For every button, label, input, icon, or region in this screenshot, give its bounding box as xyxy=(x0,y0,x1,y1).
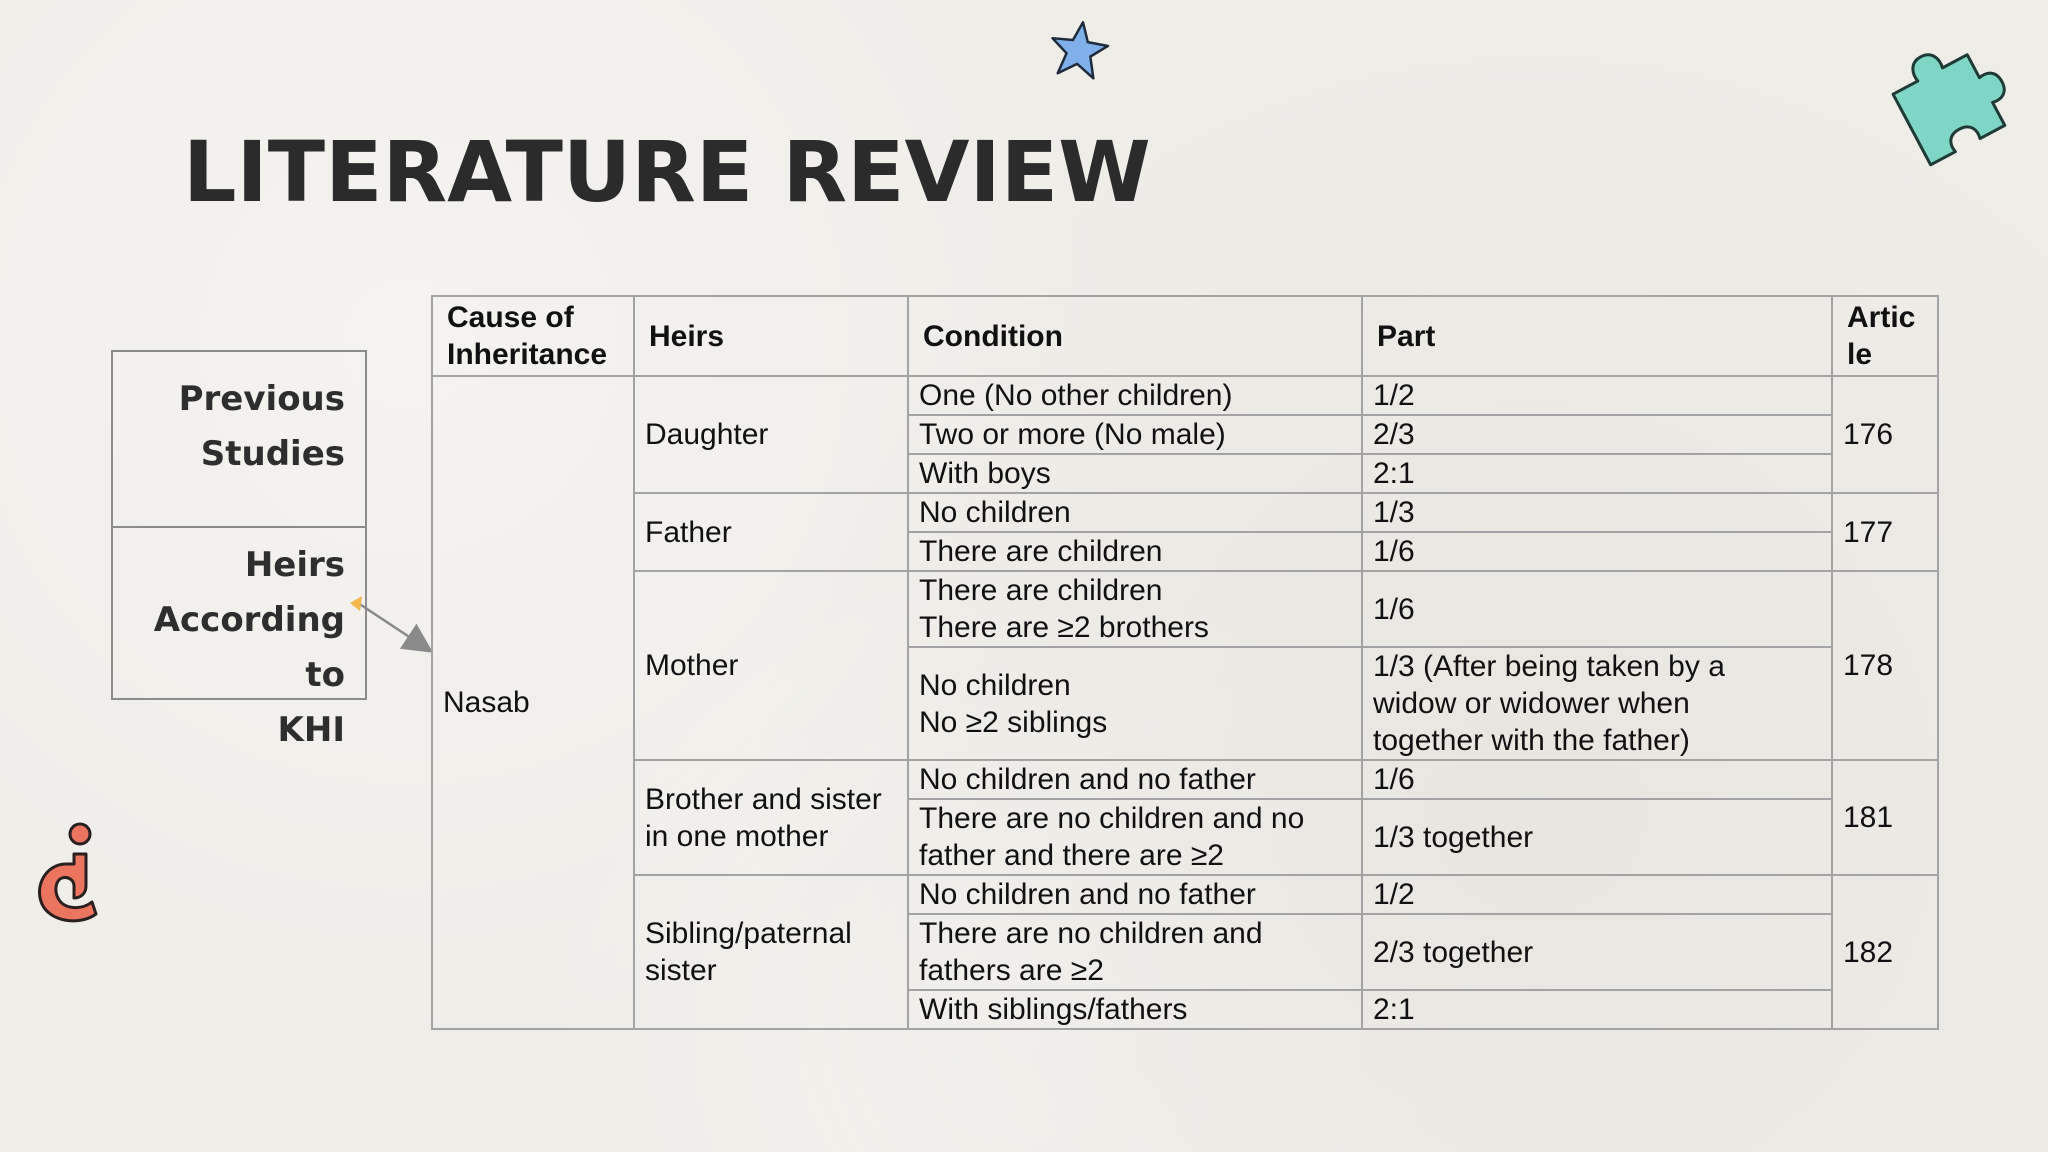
cell-part xyxy=(1362,914,1832,990)
cell-text-line: No children and no father xyxy=(919,763,1256,796)
cell-text-line: 1/3 xyxy=(1373,496,1415,529)
cell-text-line: There are ≥2 brothers xyxy=(919,611,1209,644)
cell-heir xyxy=(634,376,908,493)
table-body xyxy=(432,376,1938,1029)
cell-condition xyxy=(908,875,1362,914)
cell-text-line: 1/3 (After being taken by a xyxy=(1373,650,1725,683)
table-row xyxy=(432,760,1938,799)
header-article xyxy=(1832,296,1938,376)
cell-heir xyxy=(634,875,908,1029)
table-row xyxy=(432,376,1938,415)
cell-condition xyxy=(908,914,1362,990)
header-condition: Condition xyxy=(908,296,1362,376)
cell-part xyxy=(1362,454,1832,493)
cell-text-line: 1/2 xyxy=(1373,878,1415,911)
nav-label-line: KHI xyxy=(277,710,345,750)
cell-article: 181 xyxy=(1832,760,1938,875)
header-text-line: Artic xyxy=(1847,301,1916,334)
cell-text-line: There are no children and no xyxy=(919,802,1305,835)
header-text-line: Cause of xyxy=(447,301,574,334)
cell-text-line: together with the father) xyxy=(1373,724,1690,757)
nav-label-line: Studies xyxy=(200,434,345,474)
slide-title: LITERATURE REVIEW xyxy=(183,123,1151,221)
cell-text-line: There are no children and xyxy=(919,917,1263,950)
cell-text-line: Sibling/paternal xyxy=(645,917,852,950)
cell-text-line: One (No other children) xyxy=(919,379,1233,412)
cell-text-line: 2/3 xyxy=(1373,418,1415,451)
cell-text-line: Father xyxy=(645,515,732,549)
cell-text-line: Two or more (No male) xyxy=(919,418,1226,451)
cell-heir xyxy=(634,760,908,875)
cell-text-line: father and there are ≥2 xyxy=(919,839,1224,872)
cell-part xyxy=(1362,799,1832,875)
cell-condition xyxy=(908,493,1362,532)
cell-text-line: 1/2 xyxy=(1373,379,1415,412)
cell-part xyxy=(1362,875,1832,914)
cell-text-line: Mother xyxy=(645,649,739,682)
cell-article: 176 xyxy=(1832,376,1938,493)
cell-condition xyxy=(908,647,1362,760)
question-mark-icon xyxy=(30,820,110,932)
inheritance-table xyxy=(431,295,1939,1030)
cell-condition xyxy=(908,376,1362,415)
nav-label-line: Previous xyxy=(178,379,345,419)
cell-text-line: sister xyxy=(645,954,717,987)
cell-part xyxy=(1362,493,1832,532)
side-navigation xyxy=(111,350,367,750)
cell-text-line: in one mother xyxy=(645,819,829,853)
cell-part xyxy=(1362,760,1832,799)
cell-text-line: 1/6 xyxy=(1373,592,1415,626)
cell-condition xyxy=(908,760,1362,799)
cell-text-line: 2:1 xyxy=(1373,993,1415,1026)
header-cause xyxy=(432,296,634,376)
cell-text-line: With boys xyxy=(919,457,1051,490)
cell-part xyxy=(1362,647,1832,760)
cell-article: 182 xyxy=(1832,875,1938,1029)
cell-heir xyxy=(634,571,908,760)
cell-condition xyxy=(908,799,1362,875)
star-icon xyxy=(1046,18,1112,84)
header-heirs: Heirs xyxy=(634,296,908,376)
cell-text-line: fathers are ≥2 xyxy=(919,954,1104,987)
nav-item-previous-studies[interactable] xyxy=(113,352,365,526)
cell-condition xyxy=(908,990,1362,1029)
table-row xyxy=(432,571,1938,647)
cell-text-line: 1/3 together xyxy=(1373,820,1534,854)
nav-label-line: Heirs xyxy=(244,545,345,585)
cell-text-line: There are children xyxy=(919,574,1163,607)
cell-article: 177 xyxy=(1832,493,1938,571)
cell-condition xyxy=(908,571,1362,647)
nav-item-heirs-according-to-khi[interactable] xyxy=(113,526,365,750)
cell-part xyxy=(1362,415,1832,454)
inheritance-table-container xyxy=(431,295,1937,1030)
table-row xyxy=(432,875,1938,914)
cell-text-line: 2/3 together xyxy=(1373,935,1534,969)
cell-part xyxy=(1362,571,1832,647)
cell-text-line: No children xyxy=(919,496,1071,529)
header-text-line: Inheritance xyxy=(447,338,608,371)
cell-text-line: No children xyxy=(919,668,1071,702)
cell-heir xyxy=(634,493,908,571)
puzzle-piece-icon xyxy=(1872,30,2020,170)
cell-article: 178 xyxy=(1832,571,1938,760)
cell-condition xyxy=(908,532,1362,571)
cell-text-line: With siblings/fathers xyxy=(919,993,1188,1026)
cell-part xyxy=(1362,376,1832,415)
header-part: Part xyxy=(1362,296,1832,376)
cell-text-line: No ≥2 siblings xyxy=(919,705,1108,739)
cell-text-line: Brother and sister xyxy=(645,782,882,816)
cell-condition xyxy=(908,415,1362,454)
cell-text-line: 1/6 xyxy=(1373,535,1415,568)
cell-condition xyxy=(908,454,1362,493)
cell-text-line: 2:1 xyxy=(1373,457,1415,490)
nav-label-line: According to xyxy=(153,600,345,695)
cell-text-line: 1/6 xyxy=(1373,763,1415,796)
header-text-line: le xyxy=(1847,338,1873,371)
table-header-row xyxy=(432,296,1938,376)
cell-part xyxy=(1362,532,1832,571)
cell-text-line: There are children xyxy=(919,535,1163,568)
cell-part xyxy=(1362,990,1832,1029)
cell-cause: Nasab xyxy=(432,376,634,1029)
table-row xyxy=(432,493,1938,532)
cell-text-line: Daughter xyxy=(645,418,769,451)
cell-text-line: No children and no father xyxy=(919,878,1256,911)
cell-text-line: widow or widower when xyxy=(1373,687,1690,720)
